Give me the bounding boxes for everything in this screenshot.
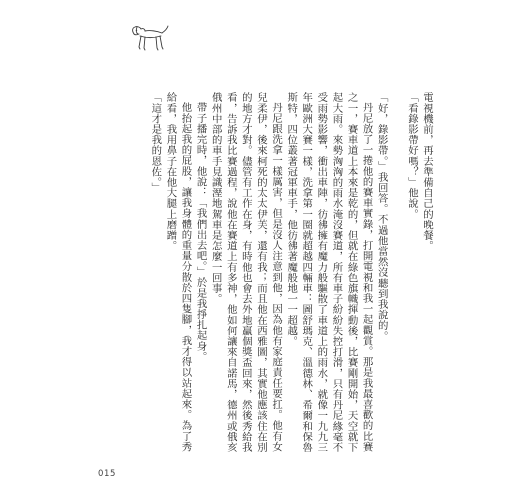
paragraph: 「好，錄影帶。」我回答。不過他當然沒聽到我說的。 <box>375 92 388 342</box>
paragraph: 「這才是我的恩佐。」 <box>149 92 162 193</box>
page-number: 015 <box>98 469 117 479</box>
paragraph: 他抬起我的屁股，讓我身體的重量分散於四隻腳，我才得以站起來。為了秀給看，我用鼻子在他大腿上磨蹭。 <box>164 92 192 453</box>
paragraph: 帶子播完時，他說：「我們出去吧。」於是我掙扎起身。 <box>194 102 207 363</box>
paragraph: 丹尼放了一捲他的賽車實錄，打開電視和我一起觀賞。那是我最喜歡的比賽之一，賽車道上本來是乾的，但就在綠色旗幟揮動後，比賽剛開始，天空就下起大雨。來勢洶洶的雨水淹沒賽道，所有車子紛紛失控打滑，只有丹尼緣毫不受雨勢影響，衝出車陣，彷彿擁有魔力般驅散了車道上的雨水，就像一九九三年歐洲大賽一樣，洗拿第一圈就超越四輛車：圖舒瑪克、溫德林、希爾和保魯斯特，四位叢著冠軍車手，他彷彿著魔般地一一超越。 <box>285 92 373 453</box>
vertical-body-text <box>104 92 434 458</box>
dog-doodle-icon <box>126 22 170 58</box>
paragraph: 「看錄影帶好嗎？」他說。 <box>405 92 418 220</box>
paragraph: 丹尼跟洗拿一樣厲害，但是沒人注意到他，因為他有家庭責任要扛。他有女兒柔伊，後來柯死的太太伊芙，還有我；而且他在西雅圖，其實他應該住在別的地方才對。儘管有工作在身，有時他也會去外地贏個獎盃回來，然後秀給我看，告訴我比賽過程，說他在賽道上有多神，他如何讓來自諾馬，德州或俄亥俄州中部的車手見識溼地駕車是怎麼一回事。 <box>209 92 283 453</box>
paragraph: 電視機前，再去準備自己的晚餐。 <box>421 92 433 251</box>
